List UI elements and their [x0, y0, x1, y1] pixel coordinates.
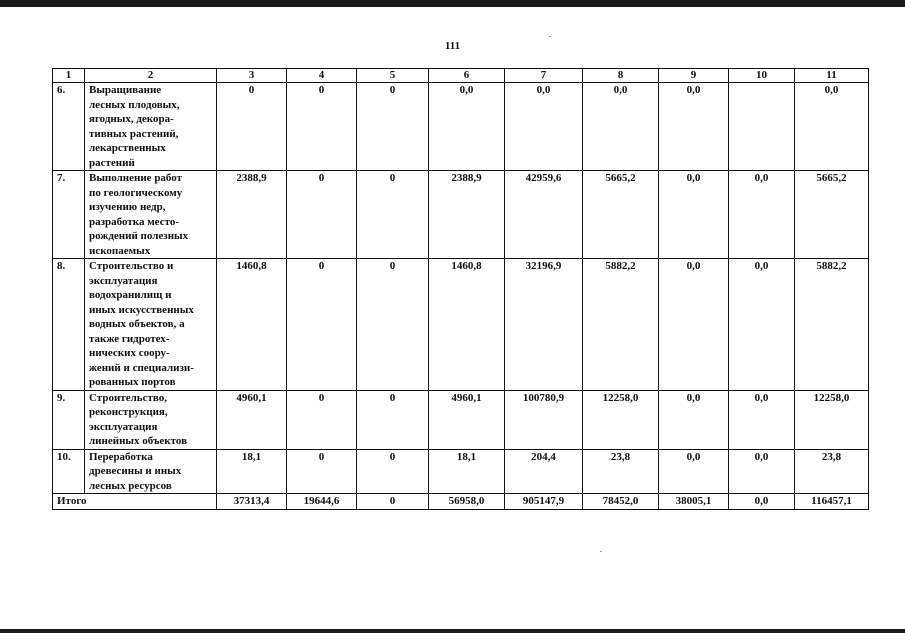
- value-cell: 1460,8: [217, 259, 287, 391]
- table-row: [53, 171, 869, 259]
- table-row: [53, 83, 869, 171]
- value-cell: 12258,0: [795, 390, 869, 449]
- value-cell: [729, 83, 795, 171]
- row-name-cell: Выращивание лесных плодовых, ягодных, декора- тивных растений, лекарственных растений: [85, 83, 217, 171]
- column-number-cell: 6: [429, 69, 505, 83]
- value-cell: 0,0: [729, 171, 795, 259]
- total-label: Итого: [53, 494, 217, 510]
- value-cell: 23,8: [583, 449, 659, 494]
- row-name-cell: Переработка древесины и иных лесных ресурсов: [85, 449, 217, 494]
- value-cell: 23,8: [795, 449, 869, 494]
- value-cell: 2388,9: [429, 171, 505, 259]
- value-cell: 204,4: [505, 449, 583, 494]
- row-index-cell: 6.: [53, 83, 85, 171]
- value-cell: 1460,8: [429, 259, 505, 391]
- row-index-cell: 8.: [53, 259, 85, 391]
- value-cell: 4960,1: [429, 390, 505, 449]
- column-number-cell: 3: [217, 69, 287, 83]
- value-cell: 0,0: [429, 83, 505, 171]
- column-number-cell: 8: [583, 69, 659, 83]
- value-cell: 0: [357, 449, 429, 494]
- total-value-cell: 0: [357, 494, 429, 510]
- total-value-cell: 0,0: [729, 494, 795, 510]
- table-row: [53, 390, 869, 449]
- value-cell: 0,0: [729, 449, 795, 494]
- value-cell: 18,1: [217, 449, 287, 494]
- column-number-cell: 10: [729, 69, 795, 83]
- value-cell: 0,0: [729, 259, 795, 391]
- value-cell: 0: [287, 171, 357, 259]
- value-cell: 5882,2: [795, 259, 869, 391]
- value-cell: 0: [287, 83, 357, 171]
- value-cell: 0: [287, 390, 357, 449]
- bottom-border-rule: [0, 629, 905, 633]
- value-cell: 0: [357, 171, 429, 259]
- value-cell: 2388,9: [217, 171, 287, 259]
- data-table: [52, 68, 869, 510]
- value-cell: 12258,0: [583, 390, 659, 449]
- page-number: 111: [444, 40, 461, 52]
- value-cell: 5665,2: [795, 171, 869, 259]
- value-cell: 0: [357, 259, 429, 391]
- value-cell: 0,0: [729, 390, 795, 449]
- scan-speck: [600, 551, 602, 552]
- column-number-cell: 2: [85, 69, 217, 83]
- value-cell: 0: [217, 83, 287, 171]
- table-row: [53, 259, 869, 391]
- value-cell: 4960,1: [217, 390, 287, 449]
- column-number-row: [53, 69, 869, 83]
- value-cell: 100780,9: [505, 390, 583, 449]
- value-cell: 0: [357, 83, 429, 171]
- value-cell: 0: [287, 449, 357, 494]
- value-cell: 0,0: [659, 259, 729, 391]
- value-cell: 0,0: [659, 449, 729, 494]
- row-index-cell: 10.: [53, 449, 85, 494]
- total-value-cell: 905147,9: [505, 494, 583, 510]
- value-cell: 0,0: [659, 83, 729, 171]
- total-row: [53, 494, 869, 510]
- total-value-cell: 78452,0: [583, 494, 659, 510]
- total-value-cell: 56958,0: [429, 494, 505, 510]
- value-cell: 42959,6: [505, 171, 583, 259]
- value-cell: 0,0: [659, 390, 729, 449]
- value-cell: 0,0: [795, 83, 869, 171]
- total-value-cell: 38005,1: [659, 494, 729, 510]
- row-name-cell: Выполнение работ по геологическому изучению недр, разработка место- рождений полезных ископаемых: [85, 171, 217, 259]
- value-cell: 5882,2: [583, 259, 659, 391]
- column-number-cell: 1: [53, 69, 85, 83]
- total-value-cell: 19644,6: [287, 494, 357, 510]
- column-number-cell: 5: [357, 69, 429, 83]
- column-number-cell: 9: [659, 69, 729, 83]
- scan-speck: [549, 36, 551, 37]
- value-cell: 0,0: [583, 83, 659, 171]
- row-index-cell: 7.: [53, 171, 85, 259]
- table-row: [53, 449, 869, 494]
- value-cell: 0,0: [505, 83, 583, 171]
- row-index-cell: 9.: [53, 390, 85, 449]
- value-cell: 32196,9: [505, 259, 583, 391]
- row-name-cell: Строительство и эксплуатация водохранилищ и иных искусственных водных объектов, а также гидротех- нических соору- жений и специализи- рованных портов: [85, 259, 217, 391]
- total-value-cell: 116457,1: [795, 494, 869, 510]
- value-cell: 0: [357, 390, 429, 449]
- row-name-cell: Строительство, реконструкция, эксплуатация линейных объектов: [85, 390, 217, 449]
- value-cell: 5665,2: [583, 171, 659, 259]
- column-number-cell: 7: [505, 69, 583, 83]
- column-number-cell: 4: [287, 69, 357, 83]
- value-cell: 18,1: [429, 449, 505, 494]
- total-value-cell: 37313,4: [217, 494, 287, 510]
- column-number-cell: 11: [795, 69, 869, 83]
- value-cell: 0: [287, 259, 357, 391]
- value-cell: 0,0: [659, 171, 729, 259]
- top-border-rule: [0, 0, 905, 7]
